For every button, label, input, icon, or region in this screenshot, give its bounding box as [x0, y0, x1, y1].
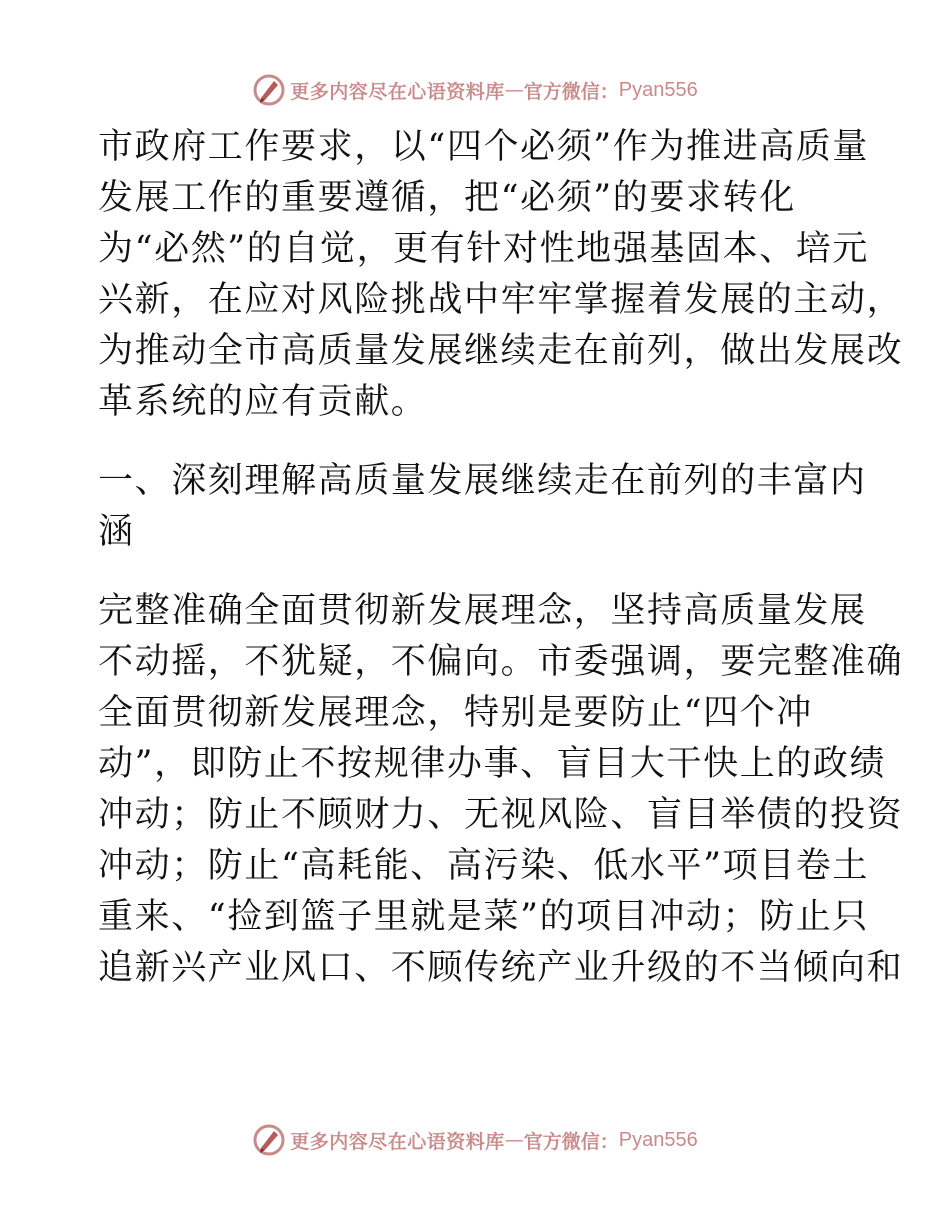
text-line: 为“必然”的自觉，更有针对性地强基固本、培元: [98, 229, 869, 269]
text-line: 动”，即防止不按规律办事、盲目大干快上的政绩: [98, 744, 887, 784]
watermark-wechat-id: Pyan556: [618, 1128, 698, 1151]
quill-logo-icon: [252, 73, 286, 107]
text-line: 冲动；防止不顾财力、无视风险、盲目举债的投资: [98, 795, 904, 835]
text-line: 全面贯彻新发展理念，特别是要防止“四个冲: [98, 693, 813, 733]
watermark-wechat-label: 官方微信：: [523, 1130, 619, 1153]
watermark-dash: —: [504, 1129, 524, 1151]
text-line: 不动摇，不犹疑，不偏向。市委强调，要完整准确: [98, 642, 904, 682]
document-body: [98, 122, 904, 994]
quill-logo-icon: [252, 1123, 286, 1157]
heading-line: 一、深刻理解高质量发展继续走在前列的丰富内: [98, 461, 867, 501]
text-line: 革系统的应有贡献。: [98, 382, 428, 422]
watermark-text: 更多内容尽在心语资料库: [290, 1130, 505, 1153]
paragraph-spacer: [98, 428, 858, 456]
section-heading-1: [98, 456, 867, 558]
text-line: 兴新，在应对风险挑战中牢牢掌握着发展的主动，: [98, 280, 904, 320]
heading-line: 涵: [98, 512, 135, 552]
watermark-text: 更多内容尽在心语资料库: [290, 80, 505, 103]
paragraph-spacer: [98, 558, 858, 586]
paragraph-1: [98, 122, 904, 428]
text-line: 冲动；防止“高耗能、高污染、低水平”项目卷土: [98, 846, 869, 886]
watermark-wechat-label: 官方微信：: [523, 80, 619, 103]
watermark-dash: —: [504, 79, 524, 101]
header-watermark: [0, 70, 950, 110]
text-line: 重来、“捡到篮子里就是菜”的项目冲动；防止只: [98, 897, 869, 937]
paragraph-2: [98, 586, 904, 994]
footer-watermark: [0, 1120, 950, 1160]
text-line: 完整准确全面贯彻新发展理念，坚持高质量发展: [98, 591, 867, 631]
text-line: 为推动全市高质量发展继续走在前列，做出发展改: [98, 331, 904, 371]
watermark-wechat-id: Pyan556: [618, 78, 698, 101]
text-line: 追新兴产业风口、不顾传统产业升级的不当倾向和: [98, 948, 904, 988]
text-line: 市政府工作要求，以“四个必须”作为推进高质量: [98, 127, 869, 167]
text-line: 发展工作的重要遵循，把“必须”的要求转化: [98, 178, 796, 218]
